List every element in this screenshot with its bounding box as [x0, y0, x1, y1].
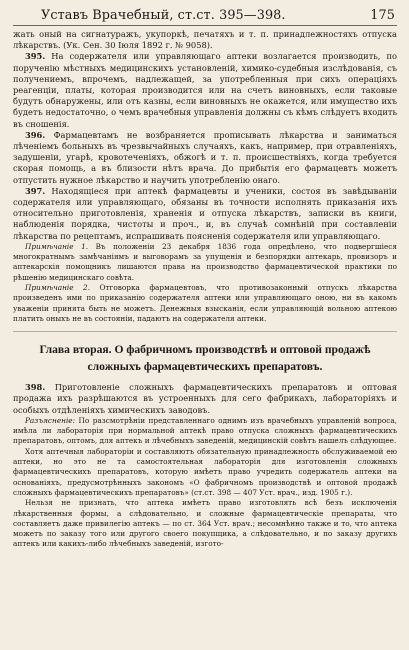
article-397	[13, 186, 397, 242]
article-text: Фармацевтамъ не возбраняется прописывать лѣкарства и заниматься лѣченіемъ больныхъ въ чрезвычайныхъ случаяхъ, какъ, например, при отравленіяхъ, задушеніи, угарѣ, кровотеченіяхъ, обжогѣ и т. п. происшествіяхъ, когда требуется скорая помощь, а въ близости нѣтъ врача. До прибытія его фармацевтъ можетъ отпустить нужное лѣкарство и научить употребленію онаго.	[13, 129, 397, 185]
explanation	[13, 416, 397, 447]
article-396	[13, 130, 397, 186]
note-label: Примѣчаніе 2.	[25, 283, 91, 293]
note-text: Отговорка фармацевтовъ, что противозаконный отпускъ лѣкарства произведенъ ими по приказанію содержателя аптеки или управляющаго оною, ни въ какомъ уваженіи принята быть не можетъ. Денежныя взысканія, если управляющій вольною аптекою платить оныхъ не въ состояніи, падаютъ на содержателя аптеки.	[13, 283, 398, 323]
article-text: Находящіеся при аптекѣ фармацевты и ученики, состоя въ завѣдываніи содержателя или управляющаго, обязаны въ точности исполнять приказанія ихъ относительно приготовленія, храненія и отпуска лѣкарствъ, записки въ книги, наблюденія порядка, чистоты и проч., и, въ случаѣ сомнѣній при составленіи лѣкарства по рецептамъ, испрашивать поясненія содержателя или управляющаго.	[13, 185, 397, 241]
note-label: Примѣчаніе 1.	[25, 241, 89, 251]
article-text: Приготовленіе сложныхъ фармацевтическихъ препаратовъ и оптовая продажа ихъ разрѣшаются въ устроенныхъ для сего фабрикахъ, лабораторіяхъ и особыхъ отдѣленіяхъ химическихъ заводовъ.	[13, 382, 397, 415]
paragraph-text: Хотя аптечныя лабораторіи и составляютъ обязательную принадлежность обслуживаемой ею аптеки, но это не та самостоятельная лабораторія для изготовленія сложныхъ фармацевтическихъ препаратовъ, которую имѣетъ право учредить содержатель аптеки на основаніяхъ, предусмотрѣнныхъ закономъ «О фабричномъ производствѣ и оптовой продажѣ сложныхъ фармацевтическихъ препаратовъ» (ст.ст. 398 — 407 Уст. врач., изд. 1905 г.).	[13, 446, 397, 497]
chapter-heading	[13, 341, 397, 375]
paragraph-text: жать оный на сигнатуражъ, укупоркѣ, печатяхъ и т. п. принадлежностяхъ отпуска лѣкарствъ. (Ук. Сен. 30 Іюля 1892 г. № 9058).	[13, 29, 397, 51]
running-title: Уставъ Врачебный, ст.ст. 395—398.	[41, 8, 286, 23]
article-text: На содержателя или управляющаго аптеки возлагается производить, по порученію мѣстныхъ медицинскихъ установленій, химико-судебныя изслѣдованія, съ получениемъ, впрочемъ, надлежащей, за употребленныя при сихъ операціяхъ реагенціи, платы, которая производится или на счетъ виновныхъ, если таковые будутъ обнаружены, или отъ казны, если виновныхъ не окажется, или имущество ихъ будетъ недостаточно, о чемъ врачебныя управленія должны съ кѣмъ слѣдуетъ входить въ сношенія.	[13, 51, 398, 129]
article-number: 398.	[25, 382, 46, 393]
article-395	[13, 51, 397, 129]
note-text: Въ положеніи 23 декабря 1836 года опредѣлено, что подвергшіеся многократнымъ замѣчаніямъ и выговорамъ за упущенія и безпорядки аптекарь, провизоръ и аптекарскія помощникъ лишаются права на производство фармацевтической практики по рѣшенію медицинскаго совѣта.	[13, 241, 397, 282]
page-number: 175	[370, 8, 395, 23]
explanation-text: По разсмотрѣніи представленнаго однимъ изъ врачебныхъ управленій вопроса, имѣла ли лабораторія при нормальной аптекѣ право отпуска сложныхъ фармацевтическихъ препаратовъ, оптомъ, для аптекъ и лѣчебныхъ заведеній, медицинскій совѣтъ нашелъ слѣдующее.	[13, 415, 397, 446]
running-header	[13, 8, 397, 26]
paragraph-text: Нельзя не признать, что аптека имѣетъ право изготовлять всѣ безъ исключенія лѣкарственныя формы, а слѣдовательно, и сложные фармацевтическіе препараты, что составляетъ даже привилегію аптекъ — по ст. 364 Уст. врач.; несомнѣнно также и то, что аптека можетъ по заказу того или другого своего покупщика, а слѣдовательно, и по заказу другихъ аптекъ или какихъ-либо лѣчебныхъ заведеній, изгото-	[13, 498, 397, 549]
article-number: 396.	[25, 129, 46, 140]
article-number: 395.	[25, 51, 46, 62]
section-divider	[13, 331, 397, 332]
article-398	[13, 382, 397, 416]
article-continuation	[13, 29, 397, 51]
explanation-paragraph	[13, 447, 397, 498]
explanation-label: Разъясненіе:	[25, 415, 76, 425]
explanation-paragraph	[13, 498, 397, 549]
note-1	[13, 242, 397, 283]
chapter-title: Глава вторая. О фабричномъ производствѣ и оптовой продажѣ сложныхъ фармацевтическихъ препаратовъ.	[39, 343, 371, 374]
article-number: 397.	[25, 185, 46, 196]
note-2	[13, 283, 397, 324]
